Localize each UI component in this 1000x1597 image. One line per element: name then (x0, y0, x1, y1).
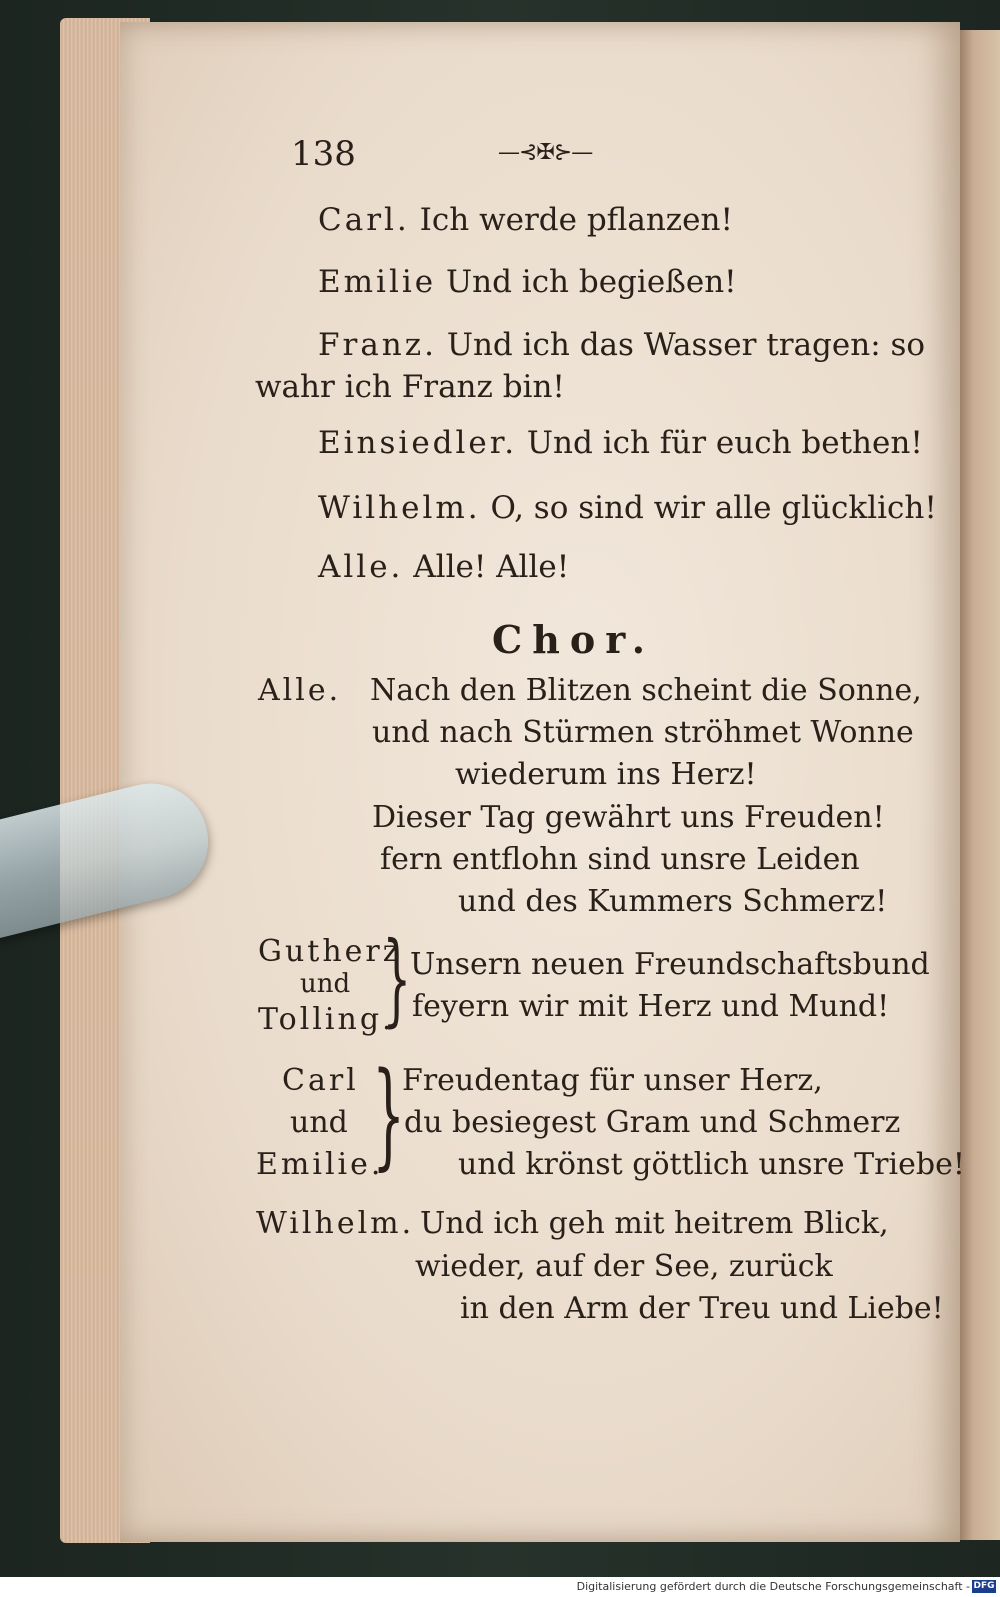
group-speaker-line: Gutherz (258, 934, 402, 969)
header-ornament: —⊰✠⊱— (498, 140, 593, 165)
dialog-line-wilhelm (318, 490, 937, 526)
group-speaker-line: und (300, 969, 351, 999)
chor-line: und des Kummers Schmerz! (458, 884, 888, 919)
dialog-line-franz-continuation: wahr ich Franz bin! (255, 369, 565, 405)
group-speaker-line: Tolling. (258, 1002, 395, 1037)
dfg-logo: DFG (973, 1581, 995, 1591)
grouping-brace: } (382, 920, 412, 1037)
chor-speaker: Alle. (258, 673, 342, 708)
chor-line: Nach den Blitzen scheint die Sonne, (370, 673, 922, 708)
verse-line: Freudentag für unser Herz, (402, 1063, 823, 1098)
verse-line: und krönst göttlich unsre Triebe! (458, 1147, 965, 1182)
verse-line: in den Arm der Treu und Liebe! (460, 1291, 944, 1326)
verse-line: Unsern neuen Freundschaftsbund (410, 947, 930, 982)
verse-line: wieder, auf der See, zurück (415, 1249, 833, 1284)
dialog-line-alle (318, 549, 570, 585)
dialog-line-carl (318, 202, 733, 238)
dialog-text: Und ich begießen! (445, 264, 737, 300)
page-number: 138 (291, 134, 356, 174)
group-speaker-line: Emilie. (256, 1147, 384, 1182)
grouping-brace: } (372, 1048, 406, 1182)
speaker-name: Franz. (318, 327, 437, 363)
speaker-name: Einsiedler. (318, 425, 518, 461)
dialog-text: Und ich das Wasser tragen: so (446, 327, 926, 363)
dialog-text: Alle! Alle! (413, 549, 570, 585)
chor-line: Dieser Tag gewährt uns Freuden! (372, 800, 885, 835)
verse-line: feyern wir mit Herz und Mund! (412, 989, 890, 1024)
verse-line: du besiegest Gram und Schmerz (404, 1105, 901, 1140)
dialog-text: Ich werde pflanzen! (419, 202, 733, 238)
group-speaker-line: und (290, 1105, 348, 1140)
speaker-name: Alle. (318, 549, 404, 585)
final-speaker: Wilhelm. (256, 1206, 415, 1241)
speaker-name: Wilhelm. (318, 490, 481, 526)
dialog-line-emilie (318, 264, 737, 300)
dialog-text: Und ich für euch bethen! (526, 425, 923, 461)
dialog-line-franz (318, 327, 926, 363)
verse-line: Und ich geh mit heitrem Blick, (420, 1206, 889, 1241)
footer-credit: Digitalisierung gefördert durch die Deutsche Forschungsgemeinschaft - (576, 1580, 970, 1593)
group-speaker-line: Carl (282, 1063, 359, 1098)
speaker-name: Carl. (318, 202, 410, 238)
chor-heading: Chor. (492, 617, 655, 662)
chor-line: und nach Stürmen ströhmet Wonne (372, 715, 914, 750)
dialog-line-einsiedler (318, 425, 923, 461)
dialog-text: O, so sind wir alle glücklich! (490, 490, 937, 526)
chor-line: fern entflohn sind unsre Leiden (380, 842, 860, 877)
facing-page-edge (955, 30, 1000, 1540)
speaker-name: Emilie (318, 264, 437, 300)
chor-line: wiederum ins Herz! (455, 757, 757, 792)
